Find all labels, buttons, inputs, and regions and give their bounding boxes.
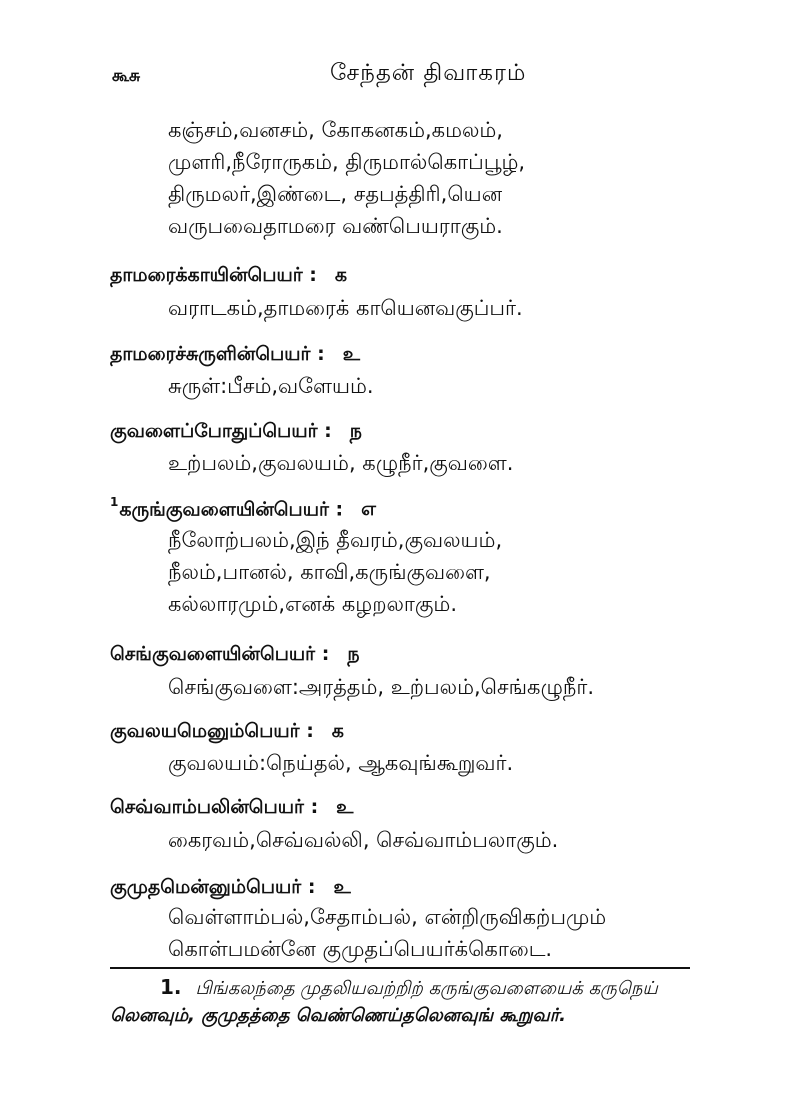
verse-line: கஞ்சம்,வனசம், கோகனகம்,கமலம், [168, 118, 503, 142]
verse-line: செங்குவளை:அரத்தம், உற்பலம்,செங்கழுநீர். [168, 675, 595, 699]
section-heading [110, 343, 360, 368]
verse-line: உற்பலம்,குவலயம், கழுநீர்,குவளை. [168, 451, 514, 475]
verse-line: கல்லாரமும்,எனக் கழறலாகும். [168, 592, 458, 616]
verse-line: கைரவம்,செவ்வல்லி, செவ்வாம்பலாகும். [168, 828, 559, 852]
section-heading [110, 796, 353, 821]
heading-text: குவளைப்போதுப்பெயர் : [110, 420, 332, 442]
verse-line: நீலோற்பலம்,இந் தீவரம்,குவலயம், [168, 528, 503, 552]
verse-line: திருமலர்,இண்டை, சதபத்திரி,யென [168, 182, 503, 206]
section-heading [110, 420, 362, 445]
verse-line: வெள்ளாம்பல்,சேதாம்பல், என்றிருவிகற்பமும் [168, 905, 607, 929]
verse-count: ந [349, 420, 362, 442]
running-title: சேந்தன் திவாகரம் [330, 60, 527, 86]
verse-count: க [331, 720, 344, 742]
section-heading [110, 643, 360, 668]
footnote-number: 1. [160, 975, 182, 999]
verse-line: கொள்பமன்னே குமுதப்பெயர்க்கொடை. [168, 937, 553, 961]
verse-line: முளரி,நீரோருகம், திருமால்கொப்பூழ், [168, 150, 526, 174]
verse-line: குவலயம்:நெய்தல், ஆகவுங்கூறுவர். [168, 751, 514, 775]
section-heading [110, 720, 344, 745]
verse-count: உ [342, 343, 360, 365]
footnote-line: லெனவும், குமுதத்தை வெண்ணெய்தலெனவுங் கூறுவர். [110, 1005, 567, 1026]
footnote-text: பிங்கலந்தை முதலியவற்றிற் கருங்குவளையைக் கருநெய் [195, 978, 658, 999]
footnote-divider [110, 967, 690, 969]
heading-text: செவ்வாம்பலின்பெயர் : [110, 796, 319, 818]
section-heading [110, 876, 351, 901]
verse-count: உ [336, 796, 354, 818]
section-heading [110, 264, 347, 289]
verse-line: வராடகம்,தாமரைக் காயெனவகுப்பர். [168, 296, 523, 320]
heading-text: செங்குவளையின்பெயர் : [110, 643, 330, 665]
heading-text: குவலயமெனும்பெயர் : [110, 720, 314, 742]
heading-text: தாமரைக்காயின்பெயர் : [110, 264, 317, 286]
heading-text: குமுதமென்னும்பெயர் : [110, 876, 316, 898]
heading-text: தாமரைச்சுருளின்பெயர் : [110, 343, 325, 365]
verse-count: க [334, 264, 348, 286]
verse-line: வருபவைதாமரை வண்பெயராகும். [168, 214, 503, 238]
heading-text: கருங்குவளையின்பெயர் : [119, 498, 344, 521]
verse-line: சுருள்:பீசம்,வளேயம். [168, 374, 374, 398]
page-number: கூசு [112, 66, 141, 86]
verse-count: எ [361, 498, 376, 521]
footnote-line [160, 975, 658, 1001]
footnote-marker: 1 [110, 495, 119, 509]
verse-line: நீலம்,பானல், காவி,கருங்குவளை, [168, 560, 491, 584]
section-heading [110, 497, 376, 523]
verse-count: ந [347, 643, 360, 665]
verse-count: உ [333, 876, 351, 898]
